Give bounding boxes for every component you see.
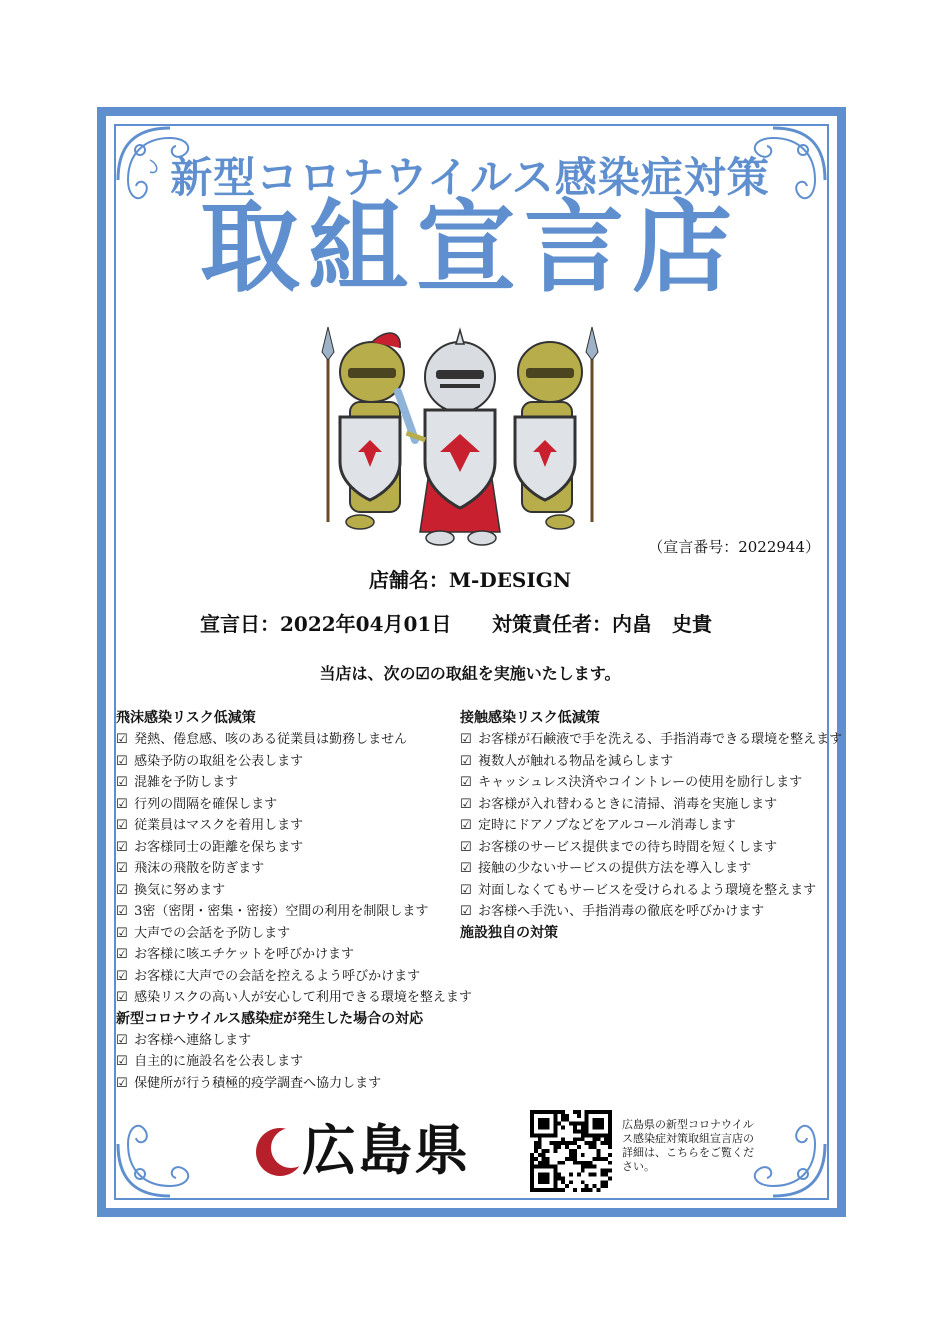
responsible-value: 内畠 史貴 [612, 612, 712, 636]
measure-item [460, 772, 840, 794]
notice-text: 当店は、次の☑の取組を実施いたします。 [319, 664, 621, 683]
checked-box-icon: ☑ [460, 904, 472, 919]
checked-box-icon: ☑ [460, 775, 472, 790]
knights-illustration [310, 322, 610, 552]
measure-item-text: 複数人が触れる物品を減らします [478, 753, 674, 769]
measure-item [460, 901, 840, 923]
measure-item-text: お客様へ連絡します [134, 1032, 252, 1048]
checked-box-icon: ☑ [116, 796, 128, 812]
measure-item-text: お客様が石鹸液で手を洗える、手指消毒できる環境を整えます [478, 732, 843, 747]
measure-item-text: 飛沫の飛散を防ぎます [134, 861, 265, 876]
measure-item [460, 837, 840, 859]
measures-left-column [116, 708, 472, 1094]
shop-name-line [0, 564, 940, 593]
checked-box-icon: ☑ [116, 925, 128, 941]
measure-item-text: 対面しなくてもサービスを受けられるよう環境を整えます [478, 882, 817, 898]
responsible-person [492, 608, 712, 637]
shop-name-value: M-DESIGN [448, 568, 572, 592]
section-heading: 施設独自の対策 [460, 924, 558, 941]
measure-item-text: 感染予防の取組を公表します [134, 753, 304, 769]
measure-item-text: 保健所が行う積極的疫学調査へ協力します [134, 1075, 382, 1091]
checked-box-icon: ☑ [460, 753, 472, 769]
measure-item [116, 794, 456, 816]
section-heading: 接触感染リスク低減策 [460, 710, 600, 726]
measure-item [460, 815, 840, 837]
title-line-1: 新型コロナウイルス感染症対策 [170, 153, 770, 202]
checked-box-icon: ☑ [460, 796, 472, 812]
measure-item-text: お客様に咳エチケットを呼びかけます [134, 947, 354, 962]
measure-item [460, 751, 840, 773]
checked-box-icon: ☑ [116, 1054, 128, 1069]
checked-box-icon: ☑ [116, 882, 128, 898]
measure-item [460, 880, 840, 902]
checked-box-icon: ☑ [116, 1032, 128, 1048]
measure-item-text: 3密（密閉・密集・密接）空間の利用を制限します [134, 904, 429, 919]
checked-box-icon: ☑ [460, 839, 472, 855]
shop-name-label: 店舗名： [368, 568, 449, 592]
declaration-date-label: 宣言日： [200, 612, 280, 636]
checked-box-icon: ☑ [116, 775, 128, 790]
ornament-corner-icon [110, 1094, 220, 1204]
measure-item [116, 1030, 456, 1052]
checked-box-icon: ☑ [116, 839, 128, 855]
section-heading: 新型コロナウイルス感染症が発生した場合の対応 [116, 1010, 424, 1027]
checked-box-icon: ☑ [116, 990, 128, 1005]
checked-box-icon: ☑ [460, 861, 472, 876]
checked-box-icon: ☑ [116, 904, 128, 919]
checked-box-icon: ☑ [116, 947, 128, 962]
declaration-number: （宣言番号：2022944） [648, 538, 820, 556]
measure-item-text: 従業員はマスクを着用します [134, 818, 304, 833]
title-line-2: 取組宣言店 [200, 188, 740, 306]
qr-code-icon [530, 1110, 612, 1192]
measure-item-text: お客様に大声での会話を控えるよう呼びかけます [134, 968, 421, 984]
checked-box-icon: ☑ [116, 818, 128, 833]
measure-item [460, 794, 840, 816]
measure-item-text: 換気に努めます [134, 882, 226, 898]
measure-item [116, 729, 456, 751]
declaration-date-value: 2022年04月01日 [280, 612, 452, 636]
measures-right-column [460, 708, 843, 944]
measure-item [116, 987, 472, 1009]
measure-item [460, 858, 840, 880]
measure-item-text: キャッシュレス決済やコイントレーの使用を励行します [478, 775, 803, 790]
measure-item-text: お客様へ手洗い、手指消毒の徹底を呼びかけます [478, 904, 765, 919]
checked-box-icon: ☑ [116, 753, 128, 769]
responsible-label: 対策責任者： [492, 612, 612, 636]
measure-item [116, 1051, 456, 1073]
measure-item [116, 837, 456, 859]
measure-item-text: お客様が入れ替わるときに清掃、消毒を実施します [478, 796, 778, 812]
measure-item [116, 944, 456, 966]
measure-item-text: 発熱、倦怠感、咳のある従業員は勤務しません [134, 732, 408, 747]
measure-item [116, 858, 456, 880]
checked-box-icon: ☑ [116, 861, 128, 876]
measure-item-text: 自主的に施設名を公表します [134, 1054, 304, 1069]
checked-box-icon: ☑ [116, 732, 128, 747]
measure-item-text: 感染リスクの高い人が安心して利用できる環境を整えます [134, 990, 472, 1005]
checked-box-icon: ☑ [460, 732, 472, 747]
measure-item [116, 815, 456, 837]
measure-item-text: 大声での会話を予防します [134, 925, 291, 941]
measure-item-text: 定時にドアノブなどをアルコール消毒します [478, 818, 736, 833]
measure-item-text: 混雑を予防します [134, 775, 239, 790]
checked-box-icon: ☑ [116, 1075, 128, 1091]
measure-item [460, 729, 843, 751]
measure-item [116, 772, 456, 794]
measure-item-text: 行列の間隔を確保します [134, 796, 278, 812]
measure-item [116, 880, 456, 902]
checked-box-icon: ☑ [116, 968, 128, 984]
measure-item [116, 751, 456, 773]
measure-item [116, 923, 456, 945]
measure-item-text: お客様のサービス提供までの待ち時間を短くします [478, 839, 778, 855]
checked-box-icon: ☑ [460, 882, 472, 898]
date-line [200, 608, 712, 637]
section-heading: 飛沫感染リスク低減策 [116, 710, 256, 726]
qr-caption: 広島県の新型コロナウイルス感染症対策取組宣言店の詳細は、こちらをご覧ください。 [622, 1118, 754, 1173]
checked-box-icon: ☑ [460, 818, 472, 833]
measure-item [116, 1073, 456, 1095]
measure-item [116, 901, 456, 923]
measure-item-text: お客様同士の距離を保ちます [134, 839, 304, 855]
measure-item-text: 接触の少ないサービスの提供方法を導入します [478, 861, 752, 876]
measure-item [116, 966, 456, 988]
prefecture-logo-text: 広島県 [302, 1118, 470, 1182]
